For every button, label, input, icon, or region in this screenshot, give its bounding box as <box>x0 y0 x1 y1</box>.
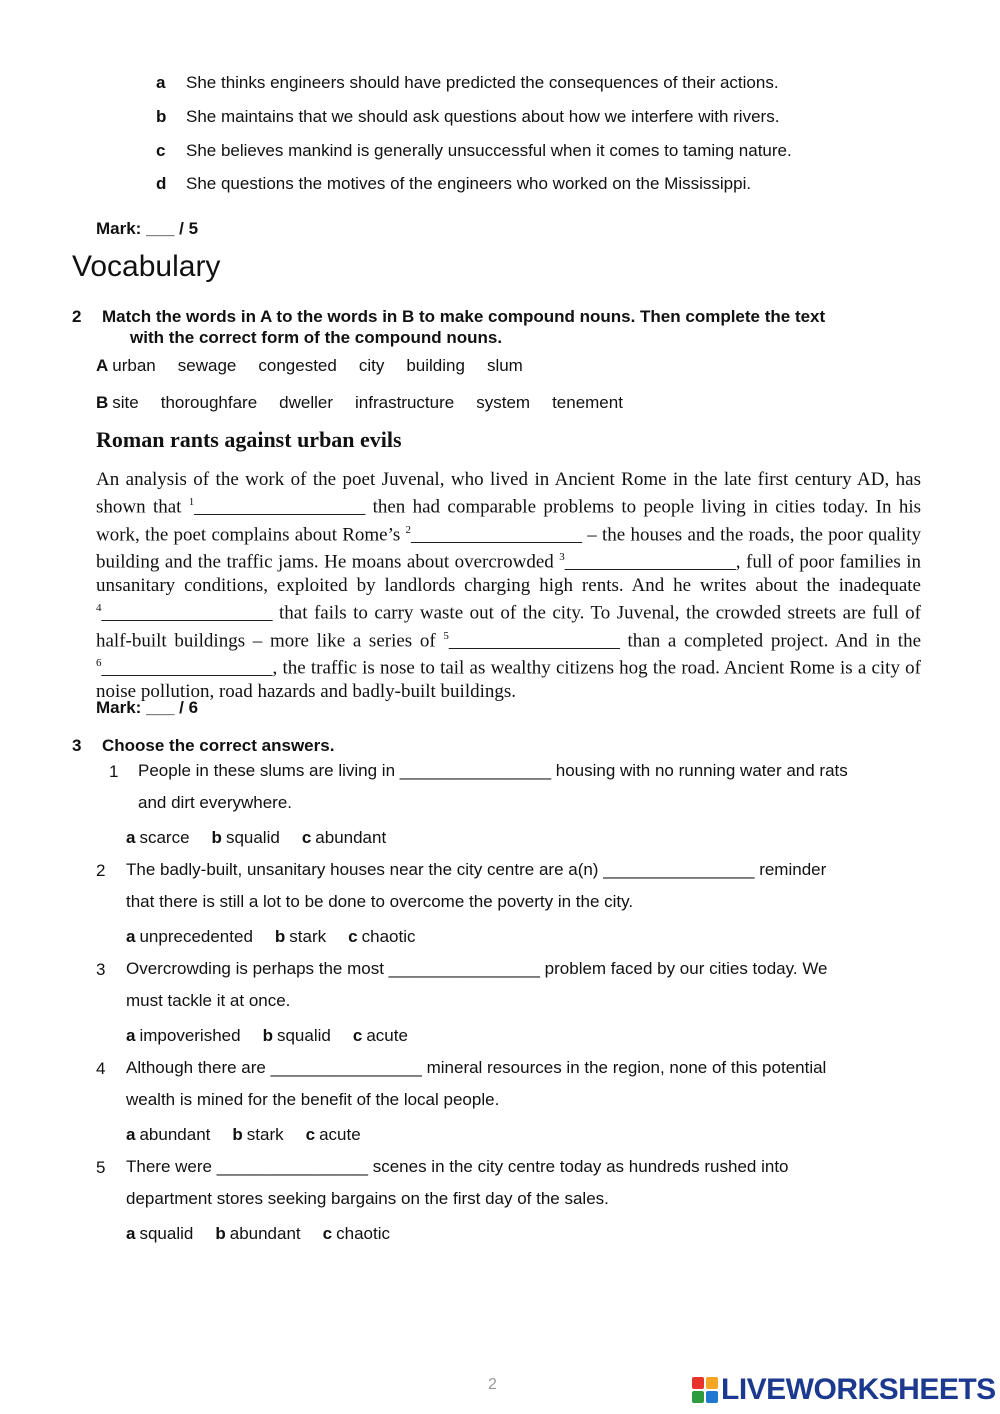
page-number: 2 <box>488 1376 497 1393</box>
passage-text: – the houses and the roads, the poor quality building and the traffic jams. He moans about overcrowded <box>96 524 922 573</box>
q3-item-number: 3 <box>96 960 106 979</box>
q2-instruction-line2: with the correct form of the compound nouns. <box>130 328 503 347</box>
word-a: congested <box>258 356 337 375</box>
gap-5[interactable]: __________________ <box>448 629 620 651</box>
choice[interactable]: a squalid <box>126 1224 194 1243</box>
choice[interactable]: a unprecedented <box>126 927 253 946</box>
q3-item-number: 4 <box>96 1059 106 1078</box>
word-a: building <box>406 356 465 375</box>
q3-item-1 <box>138 755 848 819</box>
q3-item-3 <box>126 953 828 1017</box>
q1-option-d[interactable] <box>156 174 751 194</box>
choice[interactable]: b squalid <box>262 1026 331 1045</box>
word-a: sewage <box>177 356 237 375</box>
option-text: She believes mankind is generally unsuccessful when it comes to taming nature. <box>186 141 792 160</box>
gap-number: 5 <box>443 629 449 642</box>
q3-item-1-choices <box>126 828 408 848</box>
liveworksheets-logo[interactable] <box>692 1373 996 1407</box>
word-b: system <box>476 393 531 412</box>
gap-number: 1 <box>188 496 195 509</box>
choice[interactable]: a impoverished <box>126 1026 241 1045</box>
option-letter: c <box>156 141 166 160</box>
word-b: thoroughfare <box>160 393 258 412</box>
gap-3[interactable]: __________________ <box>564 551 736 573</box>
q2-instruction-line1: Match the words in A to the words in B to make compound nouns. Then complete the text <box>102 307 826 326</box>
q3-instruction: Choose the correct answers. <box>102 736 335 755</box>
option-letter: d <box>156 174 167 193</box>
gap-number: 2 <box>405 523 412 536</box>
logo-icon <box>692 1377 718 1403</box>
choice[interactable]: c chaotic <box>322 1224 390 1243</box>
q3-item-line: must tackle it at once. <box>126 991 291 1010</box>
q3-item-line: Overcrowding is perhaps the most ________________ problem faced by our cities today. We <box>126 959 828 978</box>
q1-option-b[interactable] <box>156 107 779 127</box>
q3-item-line: People in these slums are living in ________________ housing with no running water and rats <box>138 761 848 780</box>
q3-item-number: 2 <box>96 861 106 880</box>
word-b: dweller <box>279 393 334 412</box>
word-b: site <box>112 393 139 412</box>
word-list-b-label: B <box>96 393 109 412</box>
choice[interactable]: a abundant <box>126 1125 211 1144</box>
passage-title: Roman rants against urban evils <box>96 427 402 452</box>
section-title: Vocabulary <box>72 250 221 283</box>
word-list-b <box>96 393 645 413</box>
q3-item-5 <box>126 1151 789 1215</box>
q3-item-number: 5 <box>96 1158 106 1177</box>
choice[interactable]: b squalid <box>211 828 280 847</box>
option-letter: b <box>156 107 167 126</box>
q3-item-line: Although there are ________________ mineral resources in the region, none of this potential <box>126 1058 827 1077</box>
mark-q1: Mark: ___ / 5 <box>96 219 199 238</box>
passage-text: than a completed project. And in the <box>619 629 922 651</box>
gap-number: 3 <box>559 551 565 564</box>
passage-text: , the traffic is nose to tail as wealthy citizens hog the road. Ancient Rome is a city of noise pollution, road hazards and badly-built buildings. <box>96 657 921 702</box>
q3-item-line: wealth is mined for the benefit of the local people. <box>126 1090 500 1109</box>
logo-text: LIVEWORKSHEETS <box>721 1373 996 1406</box>
passage-text: An analysis of the work of the poet Juvenal, who lived in Ancient Rome in the late first century AD, has shown that <box>96 469 921 518</box>
q3-item-4-choices <box>126 1125 383 1145</box>
option-letter: a <box>156 73 166 92</box>
word-list-a-label: A <box>96 356 109 375</box>
word-b: tenement <box>552 393 623 412</box>
word-list-a <box>96 356 545 376</box>
gap-2[interactable]: __________________ <box>411 524 583 546</box>
q1-option-a[interactable] <box>156 73 779 93</box>
passage-text: that fails to carry waste out of the city. To Juvenal, the crowded streets are full of half-built buildings – more like a series of <box>96 602 921 651</box>
passage-text: , full of poor families in unsanitary conditions, exploited by landlords charging high rents. And he writes about the inadequate <box>96 551 921 596</box>
q3-item-line: department stores seeking bargains on the first day of the sales. <box>126 1189 609 1208</box>
q3-item-line: There were ________________ scenes in the city centre today as hundreds rushed into <box>126 1157 789 1176</box>
q1-option-c[interactable] <box>156 141 792 161</box>
q3-item-3-choices <box>126 1026 430 1046</box>
option-text: She thinks engineers should have predicted the consequences of their actions. <box>186 73 779 92</box>
choice[interactable]: b abundant <box>215 1224 301 1243</box>
gap-6[interactable]: __________________ <box>101 657 273 679</box>
gap-1[interactable]: __________________ <box>194 496 366 518</box>
choice[interactable]: c chaotic <box>348 927 416 946</box>
q3-item-line: and dirt everywhere. <box>138 793 293 812</box>
choice[interactable]: c acute <box>352 1026 408 1045</box>
q2-number: 2 <box>72 307 82 326</box>
word-a: slum <box>486 356 523 375</box>
option-text: She questions the motives of the engineers who worked on the Mississippi. <box>186 174 752 193</box>
option-text: She maintains that we should ask questions about how we interfere with rivers. <box>186 107 780 126</box>
gap-4[interactable]: __________________ <box>101 602 273 624</box>
gap-number: 6 <box>96 657 102 670</box>
q3-item-2 <box>126 854 826 918</box>
q3-item-line: that there is still a lot to be done to overcome the poverty in the city. <box>126 892 634 911</box>
choice[interactable]: c acute <box>305 1125 361 1144</box>
choice[interactable]: c abundant <box>301 828 387 847</box>
choice[interactable]: b stark <box>232 1125 284 1144</box>
passage-text: then had comparable problems to people living in cities today. In his work, the poet complains about Rome’s <box>96 496 922 546</box>
q3-number: 3 <box>72 736 82 755</box>
q3-item-4 <box>126 1052 826 1116</box>
choice[interactable]: a scarce <box>126 828 190 847</box>
q3-item-number: 1 <box>109 762 119 781</box>
choice[interactable]: b stark <box>274 927 327 946</box>
word-a: city <box>358 356 385 375</box>
word-b: infrastructure <box>355 393 455 412</box>
mark-q2: Mark: ___ / 6 <box>96 698 199 717</box>
q3-item-2-choices <box>126 927 437 947</box>
passage <box>96 468 921 703</box>
q3-item-5-choices <box>126 1224 412 1244</box>
gap-number: 4 <box>96 602 102 614</box>
q3-item-line: The badly-built, unsanitary houses near the city centre are a(n) ________________ reminder <box>126 860 827 879</box>
word-a: urban <box>112 356 156 375</box>
